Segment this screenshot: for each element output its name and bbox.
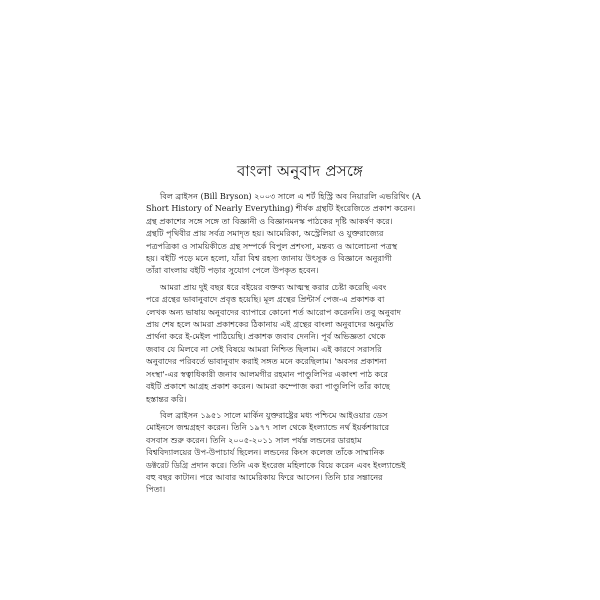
text-line: প্রায় শেষ হলে আমরা প্রকাশকের ঠিকানায় এই গ্রন্থের বাংলা অনুবাদের অনুমতি xyxy=(146,319,394,330)
text-line: হস্তান্তর করি। xyxy=(146,393,187,404)
text-line: আমরা প্রায় দুই বছর ধরে বইয়ের বক্তব্য আত্মস্থ করার চেষ্টা করেছি এবং xyxy=(160,281,387,292)
text-line: ডক্টরেট ডিগ্রি প্রদান করে। তিনি এক ইংরেজ মহিলাকে বিয়ে করেন এবং ইংল্যান্ডেই xyxy=(146,459,406,470)
text-line: মোইনসে জন্মগ্রহণ করেন। তিনি ১৯৭৭ সাল থেকে ইংল্যান্ডে নর্থ ইয়র্কশায়ারে xyxy=(146,422,390,433)
paragraph-1 xyxy=(146,190,456,277)
text-line: সংস্থা'-এর স্বত্বাধিকারী জনাব আলমগীর রহমান পাণ্ডুলিপির একাংশ পাঠ করে xyxy=(146,368,388,379)
body-text xyxy=(146,190,456,500)
text-line: গ্রন্থটি পৃথিবীর প্রায় সর্বত্র সমাদৃত হয়। আমেরিকা, অস্ট্রেলিয়া ও যুক্তরাজ্যের xyxy=(146,228,384,239)
paragraph-3 xyxy=(146,409,456,496)
text-line: Short History of Nearly Everything) শীর্ষক গ্রন্থটি ইংরেজিতে প্রকাশ করেন। xyxy=(146,203,416,214)
text-line: বইটি প্রকাশে আগ্রহ প্রকাশ করেন। আমরা কম্পোজ করা পাণ্ডুলিপি তাঁর কাছে xyxy=(146,381,390,392)
text-line: গ্রন্থ প্রকাশের সঙ্গে সঙ্গে তা বিজ্ঞানী ও বিজ্ঞানমনস্ক পাঠকের দৃষ্টি আকর্ষণ করে। xyxy=(146,215,393,226)
text-line: বিশ্ববিদ্যালয়ের উপ-উপাচার্য ছিলেন। লন্ডনের কিংস কলেজ তাঁকে সাম্মানিক xyxy=(146,447,385,458)
text-line: তাঁরা বাংলায় বইটি পড়ার সুযোগ পেলে উপকৃত হবেন। xyxy=(146,265,319,276)
text-line: পরে গ্রন্থের ভাবানুবাদে প্রবৃত্ত হয়েছি। মূল গ্রন্থের প্রিন্টার্স পেজ-এ প্রকাশক বা xyxy=(146,294,385,305)
text-line: বিল ব্রাইসন ১৯৫১ সালে মার্কিন যুক্তরাষ্ট্রের মধ্য পশ্চিমে আইওয়ার ডেস xyxy=(160,409,388,420)
paragraph-2 xyxy=(146,281,456,405)
text-line: হয়। বইটি পড়ে মনে হলো, যাঁরা বিশ্ব রহস্য জানায় উৎসুক ও বিজ্ঞানে অনুরাগী xyxy=(146,253,392,264)
page-title: বাংলা অনুবাদ প্রসঙ্গে xyxy=(236,162,364,180)
text-line: অনুবাদের পরিবর্তে ভাবানুবাদ করাই সঙ্গত মনে করেছিলাম। 'অবসর প্রকাশনা xyxy=(146,356,387,367)
text-line: লেখক অন্য ভাষায় অনুবাদের ব্যাপারে কোনো শর্ত আরোপ করেননি। তবু অনুবাদ xyxy=(146,306,401,317)
text-line: পত্রপত্রিকা ও সাময়িকীতে গ্রন্থ সম্পর্কে বিপুল প্রশংসা, মন্তব্য ও আলোচনা পত্রস্থ xyxy=(146,240,398,251)
text-line: বহু বছর কাটান। পরে আবার আমেরিকায় ফিরে আসেন। তিনি চার সন্তানের xyxy=(146,471,383,482)
text-line: বসবাস শুরু করেন। তিনি ২০০৫-২০১১ সাল পর্যন্ত লন্ডনের ডারহাম xyxy=(146,434,362,445)
text-line: পিতা। xyxy=(146,484,166,495)
text-line: জবাব যে মিলবে না সেই বিষয়ে আমরা নিশ্চিত ছিলাম। এই কারণে সরাসরি xyxy=(146,343,382,354)
text-line: প্রার্থনা করে ই-মেইল পাঠিয়েছি। প্রকাশক জবাব দেননি। পূর্ব অভিজ্ঞতা থেকে xyxy=(146,331,386,342)
text-line: বিল ব্রাইসন (Bill Bryson) ২০০৩ সালে এ শর্ট হিস্ট্রি অব নিয়ারলি এভরিথিং (A xyxy=(160,191,421,201)
